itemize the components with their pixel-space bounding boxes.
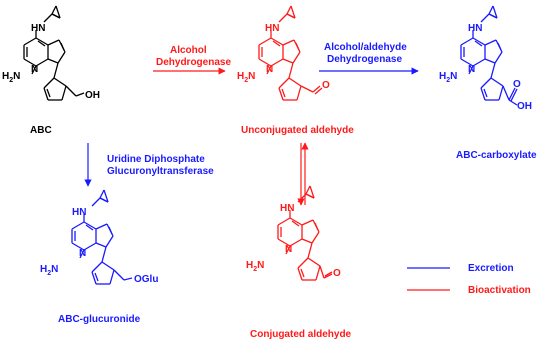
compound-abc-glucuronide — [40, 190, 158, 325]
carbox-oh-label: OH — [517, 101, 532, 112]
conj-n-label: N — [285, 244, 293, 255]
compound-abc — [2, 6, 100, 136]
abc-title: ABC — [30, 125, 52, 136]
carbox-nh-label: HN — [468, 23, 483, 34]
conj-amine-label: $H_2N$ — [246, 260, 265, 273]
unconj-amine-label: $H_2N$ — [237, 71, 256, 84]
ugt-label-2: Glucuronyltransferase — [107, 166, 214, 177]
unconj-nh-label: HN — [265, 23, 280, 34]
conj-title: Conjugated aldehyde — [250, 329, 352, 340]
gluc-oglu-label: OGlu — [134, 274, 159, 285]
unconj-title: Unconjugated aldehyde — [241, 125, 354, 136]
legend-bioactivation-label: Bioactivation — [468, 285, 531, 296]
gluc-n-label: N — [79, 248, 87, 259]
abc-nh-label: HN — [31, 23, 46, 34]
gluc-nh-label: HN — [72, 207, 87, 218]
carbox-n-label: N — [468, 64, 476, 75]
carbox-amine-label: $H_2N$ — [439, 71, 458, 84]
adh-label-2: Dehydrogenase — [156, 57, 232, 68]
abc-oh-label: OH — [85, 90, 100, 101]
unconj-n-label: N — [266, 64, 274, 75]
abc-amine-label: $H_2N$ — [2, 71, 21, 84]
adh-label-1: Alcohol — [170, 45, 207, 56]
legend-excretion-label: Excretion — [468, 263, 514, 274]
conj-nh-label: HN — [280, 203, 295, 214]
conj-o-label: O — [333, 268, 341, 279]
carbox-o-label: O — [513, 79, 521, 90]
aldh-label-2: Dehydrogenase — [327, 54, 403, 65]
gluc-amine-label: $H_2N$ — [40, 264, 59, 277]
gluc-title: ABC-glucuronide — [58, 314, 141, 325]
carbox-title: ABC-carboxylate — [456, 150, 537, 161]
legend — [407, 263, 531, 296]
compound-abc-carboxylate — [439, 6, 537, 161]
abc-n-label: N — [31, 64, 39, 75]
compound-conjugated-aldehyde — [246, 186, 352, 340]
aldh-label-1: Alcohol/aldehyde — [324, 42, 407, 53]
unconj-o-label: O — [322, 80, 330, 91]
ugt-label-1: Uridine Diphosphate — [107, 154, 205, 165]
